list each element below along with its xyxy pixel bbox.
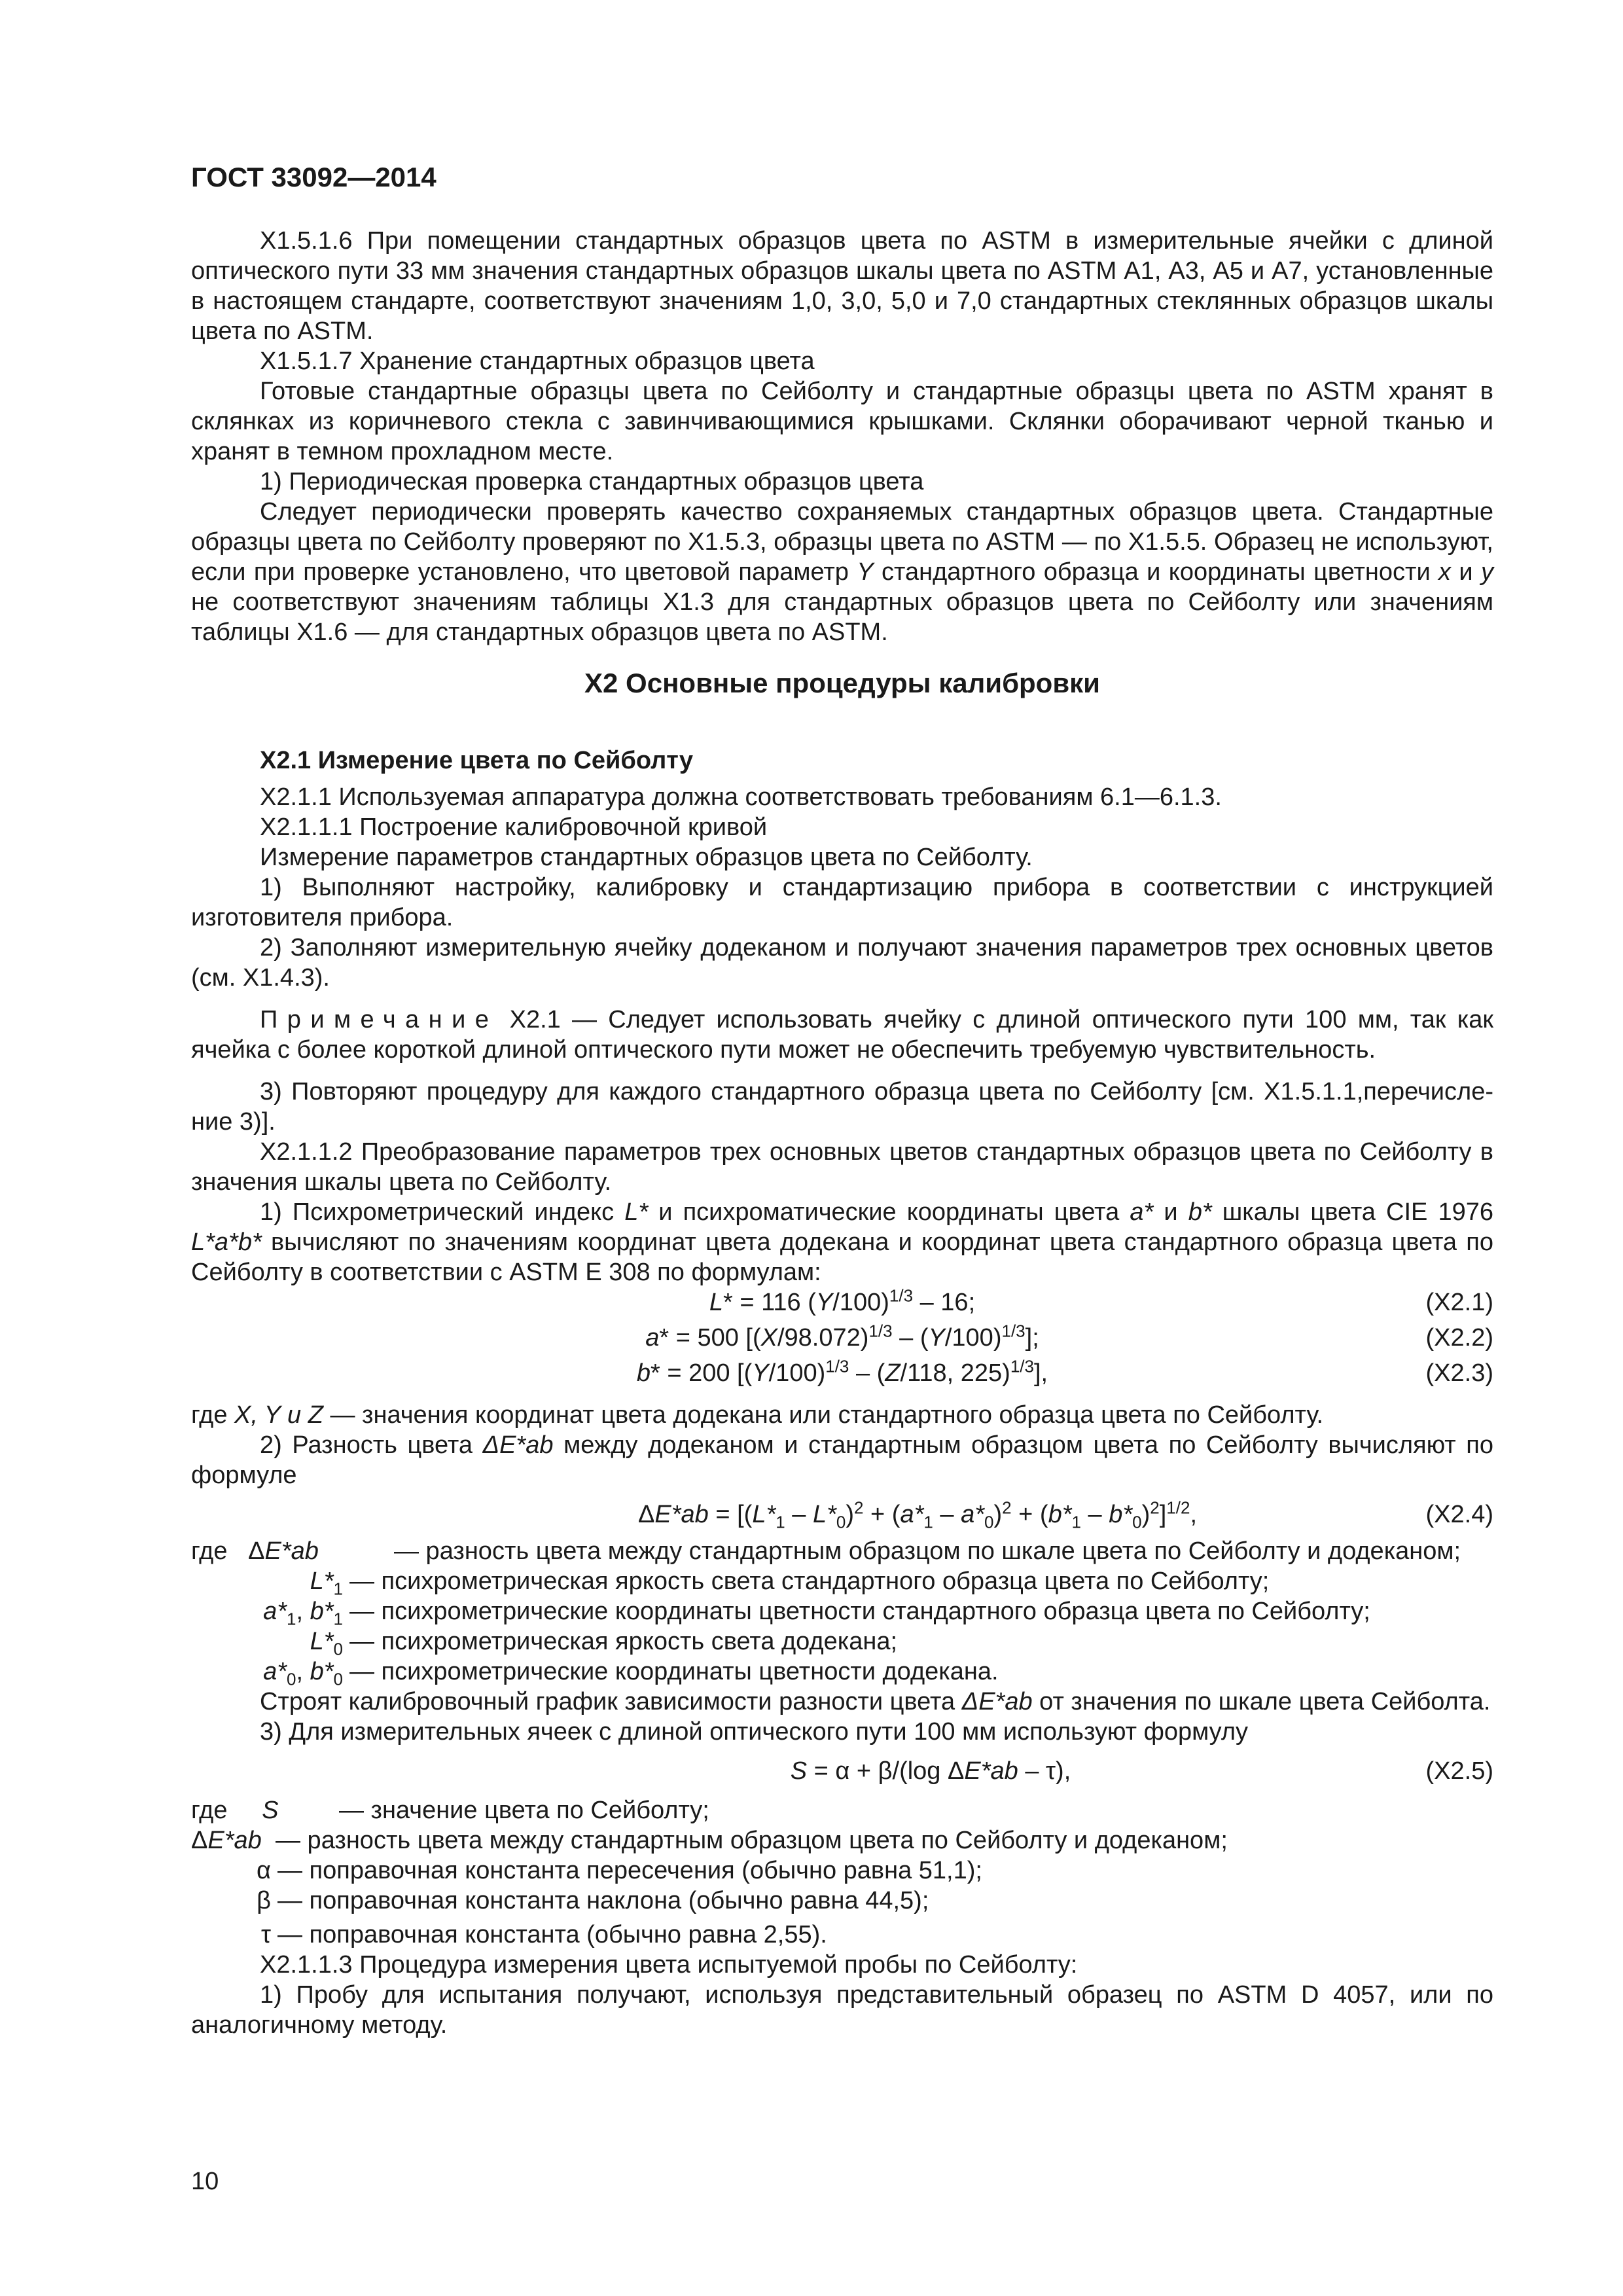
definition-symbol: ΔE*ab — [191, 1827, 262, 1854]
paragraph: Следует периодически проверять качество сохраняемых стандартных образцов цвета. Стандартные образцы цвета по Сейболту проверяют по X1.5.3, образцы цвета по ASTM — по X1.5.5. Образец не используют, если при проверке установлено, что цветовой параметр Y стандартного образца и координаты цветности x и y не соответствуют значениям таблицы X1.3 для стандартных образцов цвета по Сейболту или значениям таблицы X1.6 — для стандартных образцов цвета по ASTM. — [191, 498, 1494, 646]
definition-row — [191, 1886, 1493, 1916]
definition-text: — поправочная константа наклона (обычно равна 44,5); — [277, 1887, 929, 1914]
equation-number: (X2.4) — [1425, 1501, 1493, 1528]
definition-row — [191, 1596, 1493, 1629]
definition-row — [191, 1657, 1493, 1687]
paragraph: X1.5.1.7 Хранение стандартных образцов цвета — [260, 348, 815, 375]
list-item: 2) Заполняют измерительную ячейку додеканом и получают значения параметров трех основных цветов (см. X1.4.3). — [191, 934, 1493, 992]
equation-number: (X2.3) — [1425, 1359, 1493, 1387]
list-item: 1) Выполняют настройку, калибровку и стандартизацию прибора в соответствии с инструкцией изготовителя прибора. — [191, 874, 1493, 931]
equation-x2-1 — [191, 1287, 1493, 1318]
definition-symbol: β — [257, 1887, 271, 1914]
definition-text: — психрометрическая яркость света додекана; — [349, 1628, 898, 1655]
paragraph: Готовые стандартные образцы цвета по Сейболту и стандартные образцы цвета по ASTM хранят в склянках из коричневого стекла с завинчивающимися крышками. Склянки оборачивают черной тканью и хранят в темном прохладном месте. — [191, 378, 1493, 465]
definition-symbol: α — [257, 1857, 271, 1884]
equation-x2-4 — [191, 1499, 1493, 1530]
paragraph: X2.1.1.2 Преобразование параметров трех основных цветов стандартных образцов цвета по Сейболту в значения шкалы цвета по Сейболту. — [191, 1138, 1493, 1196]
equation-number: (X2.1) — [1425, 1289, 1493, 1316]
standard-header: ГОСТ 33092—2014 — [191, 162, 437, 192]
list-item: 2) Разность цвета ΔE*ab между додеканом и стандартным образцом цвета по Сейболту вычисляют по формуле — [191, 1431, 1493, 1489]
paragraph: X2.1.1.1 Построение калибровочной кривой — [260, 814, 768, 841]
definition-row — [191, 1856, 1493, 1886]
formula: $\Delta E*ab = [(L*_1 - L*_0)^2 + (a*_1 - a*_0)^2 + (b*_1 - b*_0)^2]^{1/2}$, — [637, 1498, 1197, 1532]
definition-list — [191, 1536, 1493, 1687]
note: Примечание X2.1 — Следует использовать ячейку с длиной оптического пути 100 мм, так как ячейка с более короткой длиной оптического пути может не обеспечить требуемую чувствительность. — [191, 1006, 1493, 1064]
definition-text: — психрометрическая яркость света стандартного образца цвета по Сейболту; — [349, 1568, 1270, 1595]
note-label: Примечание — [260, 1006, 499, 1033]
equation-number: (X2.2) — [1425, 1324, 1493, 1352]
definition-symbol: $L*_0$ — [310, 1628, 343, 1659]
definition-symbol: где S — [191, 1797, 279, 1824]
formula: a* = 500 $[(X/98.072)^{1/3} - (Y/100)^{1/3}]$; — [645, 1321, 1039, 1352]
list-item: 3) Повторяют процедуру для каждого стандартного образца цвета по Сейболту [см. X1.5.1.1,перечисление 3)]. — [191, 1078, 1493, 1136]
paragraph: X2.1.1 Используемая аппаратура должна соответствовать требованиям 6.1—6.1.3. — [260, 783, 1222, 811]
definition-text: — психрометрические координаты цветности додекана. — [349, 1658, 999, 1685]
list-item: 1) Периодическая проверка стандартных образцов цвета — [260, 468, 924, 495]
page-number: 10 — [191, 2168, 219, 2195]
definition-text: — психрометрические координаты цветности стандартного образца цвета по Сейболту; — [349, 1598, 1370, 1625]
definition-text: — поправочная константа пересечения (обычно равна 51,1); — [277, 1857, 982, 1884]
formula: L* = 116 $(Y/100)^{1/3} - 16$; — [709, 1285, 976, 1316]
list-item: 1) Психрометрический индекс L* и психроматические координаты цвета a* и b* шкалы цвета CIE 1976 L*a*b* вычисляют по значениям координат цвета додекана и координат цвета стандартного образца цвета по Сейболту в соответствии с ASTM E 308 по формулам: — [191, 1198, 1494, 1286]
paragraph: Строят калибровочный график зависимости разности цвета ΔE*ab от значения по шкале цвета Сейболта. — [260, 1688, 1491, 1715]
equation-x2-5 — [191, 1756, 1493, 1786]
formula: b* = 200 [$(Y/100)^{1/3} - (Z/118$, 225)$^{1/3}$], — [636, 1356, 1048, 1387]
definition-list — [191, 1795, 1493, 1950]
definition-text: — поправочная константа (обычно равна 2,55). — [277, 1921, 827, 1948]
paragraph: X1.5.1.6 При помещении стандартных образцов цвета по ASTM в измерительные ячейки с длиной оптического пути 33 мм значения стандартных образцов шкалы цвета по ASTM А1, А3, А5 и А7, установленные в настоящем стандарте, соответствуют значениям 1,0, 3,0, 5,0 и 7,0 стандартных стеклянных образцов шкалы цвета по ASTM. — [191, 227, 1493, 345]
paragraph: где X, Y и Z — значения координат цвета додекана или стандартного образца цвета по Сейболту. — [191, 1401, 1324, 1429]
definition-row — [191, 1566, 1493, 1599]
definition-row — [191, 1795, 1493, 1825]
document-body — [191, 226, 1493, 2040]
equation-x2-2 — [191, 1323, 1493, 1353]
definition-row — [191, 1920, 1493, 1950]
definition-text: — значение цвета по Сейболту; — [339, 1797, 709, 1824]
list-item: 1) Пробу для испытания получают, используя представительный образец по ASTM D 4057, или по аналогичному методу. — [191, 1981, 1493, 2039]
equation-number: (X2.5) — [1425, 1757, 1493, 1785]
formula: S = α + β/(log ΔE*ab – τ), — [790, 1757, 1071, 1785]
paragraph: X2.1.1.3 Процедура измерения цвета испытуемой пробы по Сейболту: — [260, 1951, 1078, 1979]
definition-row — [191, 1536, 1493, 1566]
equation-x2-3 — [191, 1358, 1493, 1388]
paragraph: Измерение параметров стандартных образцов цвета по Сейболту. — [260, 844, 1033, 871]
definition-symbol: где ΔE*ab — [191, 1537, 319, 1565]
subsection-heading: X2.1 Измерение цвета по Сейболту — [260, 747, 693, 774]
definition-symbol: $L*_1$ — [310, 1568, 343, 1599]
list-item: 3) Для измерительных ячеек с длиной оптического пути 100 мм используют формулу — [260, 1718, 1249, 1746]
definition-text: — разность цвета между стандартным образцом цвета по Сейболту и додеканом; — [276, 1827, 1228, 1854]
definition-row — [191, 1825, 1493, 1856]
definition-row — [191, 1626, 1493, 1657]
definition-symbol: τ — [260, 1921, 271, 1948]
section-heading: X2 Основные процедуры калибровки — [584, 668, 1100, 698]
definition-symbol: $a*_0$, $b*_0$ — [263, 1658, 343, 1689]
definition-text: — разность цвета между стандартным образцом по шкале цвета по Сейболту и додеканом; — [394, 1537, 1461, 1565]
definition-symbol: $a*_1$, $b*_1$ — [263, 1598, 343, 1629]
